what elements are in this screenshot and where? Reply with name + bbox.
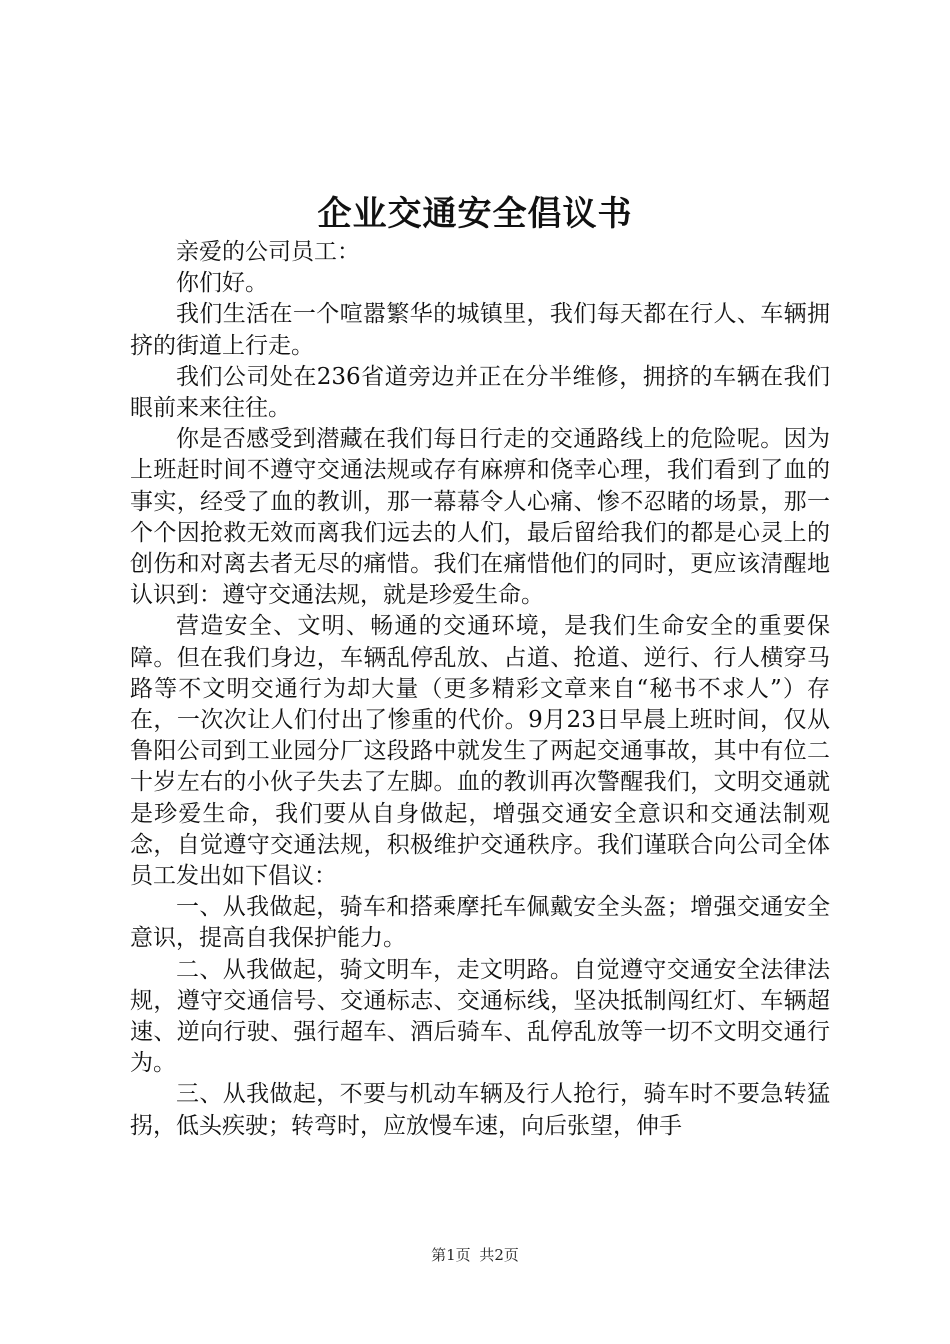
document-body bbox=[130, 237, 830, 1142]
page-footer bbox=[0, 1244, 950, 1265]
salutation-paragraph: 你们好。 bbox=[176, 270, 268, 297]
proposal-item-3: 三、从我做起，不要与机动车辆及行人抢行，骑车时不要急转猛拐，低头疾驶；转弯时，应放慢车速，向后张望，伸手 bbox=[130, 1081, 830, 1139]
body-paragraph: 营造安全、文明、畅通的交通环境，是我们生命安全的重要保障。但在我们身边，车辆乱停乱放、占道、抢道、逆行、行人横穿马路等不文明交通行为却大量（更多精彩文章来自“秘书不求人”）存在，一次次让人们付出了惨重的代价。9月23日早晨上班时间，仅从鲁阳公司到工业园分厂这段路中就发生了两起交通事故，其中有位二十岁左右的小伙子失去了左脚。血的教训再次警醒我们，文明交通就是珍爱生命，我们要从自身做起，增强交通安全意识和交通法制观念，自觉遵守交通法规，积极维护交通秩序。我们谨联合向公司全体员工发出如下倡议： bbox=[130, 613, 830, 890]
body-paragraph: 我们生活在一个喧嚣繁华的城镇里，我们每天都在行人、车辆拥挤的街道上行走。 bbox=[130, 301, 830, 359]
document-title: 企业交通安全倡议书 bbox=[317, 194, 633, 234]
body-paragraph: 你是否感受到潜藏在我们每日行走的交通路线上的危险呢。因为上班赶时间不遵守交通法规或存有麻痹和侥幸心理，我们看到了血的事实，经受了血的教训，那一幕幕令人心痛、惨不忍睹的场景，那一个个因抢救无效而离我们远去的人们，最后留给我们的都是心灵上的创伤和对离去者无尽的痛惜。我们在痛惜他们的同时，更应该清醒地认识到：遵守交通法规，就是珍爱生命。 bbox=[130, 426, 830, 609]
greeting-paragraph: 亲爱的公司员工： bbox=[176, 239, 360, 265]
body-paragraph: 我们公司处在236省道旁边并正在分半维修，拥挤的车辆在我们眼前来来往往。 bbox=[130, 363, 830, 422]
page-number: 第1页 bbox=[431, 1246, 471, 1264]
page-total: 共2页 bbox=[479, 1246, 519, 1264]
proposal-item-1: 一、从我做起，骑车和搭乘摩托车佩戴安全头盔；增强交通安全意识，提高自我保护能力。 bbox=[130, 894, 830, 952]
proposal-item-2: 二、从我做起，骑文明车，走文明路。自觉遵守交通安全法律法规，遵守交通信号、交通标志、交通标线，坚决抵制闯红灯、车辆超速、逆向行驶、强行超车、酒后骑车、乱停乱放等一切不文明交通行为。 bbox=[130, 956, 830, 1077]
